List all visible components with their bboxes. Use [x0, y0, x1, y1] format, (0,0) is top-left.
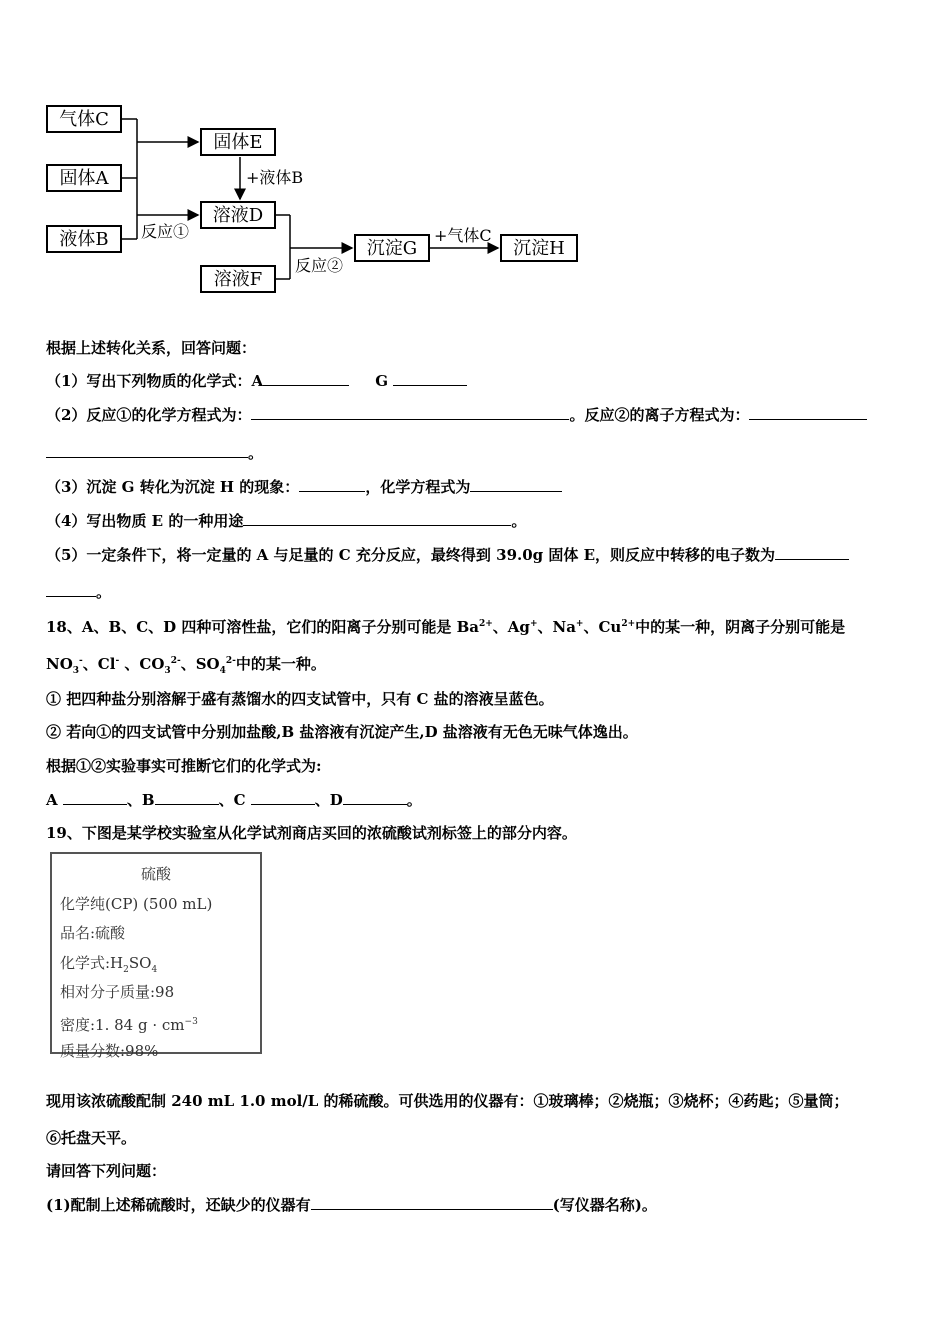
label-formula: [60, 949, 252, 979]
q17-part3-mid: ，化学方程式为: [365, 478, 471, 496]
box-solution-f: 溶液F: [200, 265, 276, 293]
label-name: 品名:硫酸: [60, 924, 126, 942]
reagent-label-image: [50, 852, 262, 1060]
cu-charge: 2+: [621, 619, 636, 629]
q17-part5-cont: [46, 581, 111, 602]
cl-charge: -: [115, 656, 120, 666]
q18-answers: [46, 789, 422, 810]
co3-charge: 2-: [170, 656, 181, 666]
label-title: 硫酸: [140, 865, 171, 883]
label-density: [60, 1008, 252, 1038]
na-charge: +: [575, 619, 584, 629]
formula-sub-h: 2: [123, 964, 129, 975]
q17-part2-mid: 。反应②的离子方程式为：: [569, 406, 750, 424]
cl-ion: 、Cl: [82, 655, 116, 673]
no3-charge: -: [79, 656, 83, 666]
so4-sub: 4: [219, 666, 226, 676]
answer-blank-equation[interactable]: [470, 477, 562, 492]
q19-ask: 请回答下列问题：: [46, 1162, 167, 1180]
answer-blank-reaction1[interactable]: [251, 405, 569, 420]
q17-part1: [46, 370, 467, 391]
answer-blank-reaction2-b[interactable]: [46, 443, 248, 458]
answer-blank-electrons-b[interactable]: [46, 582, 96, 597]
q18-sep-cu: 、Cu: [583, 618, 622, 636]
so4-charge: 2-: [225, 656, 236, 666]
q18-item2: ② 若向①的四支试管中分别加盐酸,B 盐溶液有沉淀产生,D 盐溶液有无色无味气体逸出。: [46, 723, 638, 741]
q18-text-a: 18、A、B、C、D 四种可溶性盐，它们的阳离子分别可能是 Ba: [46, 618, 479, 636]
formula-mid: SO: [128, 953, 152, 972]
box-solid-e: 固体E: [200, 128, 276, 156]
q17-part2-cont: [46, 442, 263, 463]
q18-text-b: 中的某一种，阴离子分别可能是: [635, 618, 846, 636]
ag-charge: +: [529, 619, 538, 629]
co3-ion: 、CO: [119, 655, 165, 673]
q17-part5: [46, 544, 849, 565]
box-solid-a: 固体A: [46, 164, 122, 192]
answer-blank-g[interactable]: [393, 371, 467, 386]
q18-infer: 根据①②实验事实可推断它们的化学式为:: [46, 757, 322, 775]
answer-blank-phenomenon[interactable]: [299, 477, 365, 492]
reaction-flow-diagram: [40, 95, 600, 305]
q18-line1: [46, 616, 845, 637]
q19-question1: [46, 1194, 657, 1215]
formula-sub-o: 4: [151, 964, 158, 975]
density-text: 密度:1. 84 g · cm: [60, 1015, 185, 1034]
answer-blank-use[interactable]: [243, 511, 511, 526]
q17-part2-label: （2）反应①的化学方程式为：: [46, 406, 252, 424]
q19-q1-label: (1)配制上述稀硫酸时，还缺少的仪器有: [46, 1196, 311, 1214]
answer-blank-a[interactable]: [263, 371, 349, 386]
label-mass-fraction: 质量分数:98%: [60, 1042, 159, 1060]
label-molar-mass: 相对分子质量:98: [60, 983, 175, 1001]
q18-line2-end: 中的某一种。: [235, 655, 326, 673]
no3-ion: NO: [46, 655, 73, 673]
label-grade: 化学纯(CP) (500 mL): [60, 894, 213, 913]
answer-blank-salt-a[interactable]: [63, 790, 127, 805]
box-solution-d: 溶液D: [200, 201, 276, 229]
q17-part3: [46, 476, 562, 497]
box-liquid-b: 液体B: [46, 225, 122, 253]
q17-part4-end: 。: [511, 512, 527, 530]
q18-item1: ① 把四种盐分别溶解于盛有蒸馏水的四支试管中，只有 C 盐的溶液呈蓝色。: [46, 690, 554, 708]
q18-d-label: 、D: [314, 791, 343, 809]
q17-part1-a-label: （1）写出下列物质的化学式：A: [46, 372, 264, 390]
q17-part3-label: （3）沉淀 G 转化为沉淀 H 的现象：: [46, 478, 300, 496]
ba-charge: 2+: [478, 619, 493, 629]
q19-q1-end: (写仪器名称)。: [552, 1196, 657, 1214]
q17-part1-g-label: G: [375, 372, 389, 390]
q19-task-line1: 现用该浓硫酸配制 240 mL 1.0 mol/L 的稀硫酸。可供选用的仪器有：①玻璃棒；②烧瓶；③烧杯；④药匙；⑤量筒；: [46, 1092, 849, 1110]
q17-part4-label: （4）写出物质 E 的一种用途: [46, 512, 244, 530]
so4-ion: 、SO: [180, 655, 220, 673]
q18-answers-end: 。: [406, 791, 422, 809]
q17-part4: [46, 510, 526, 531]
q18-b-label: 、B: [126, 791, 155, 809]
q18-sep-na: 、Na: [537, 618, 576, 636]
answer-blank-salt-c[interactable]: [251, 790, 315, 805]
label-plus-liquid-b: +液体B: [246, 168, 304, 187]
q17-intro: 根据上述转化关系，回答问题：: [46, 339, 257, 357]
q18-sep-ag: 、Ag: [492, 618, 530, 636]
q19-task-line2: ⑥托盘天平。: [46, 1129, 137, 1147]
q18-line2: [46, 653, 326, 676]
density-exp: −3: [184, 1016, 198, 1027]
label-reaction-2: 反应②: [295, 256, 344, 275]
formula-prefix: 化学式:H: [60, 953, 124, 972]
q17-part2-end: 。: [248, 444, 264, 462]
q19-intro: 19、下图是某学校实验室从化学试剂商店买回的浓硫酸试剂标签上的部分内容。: [46, 824, 577, 842]
co3-sub: 3: [164, 666, 171, 676]
box-gas-c: 气体C: [46, 105, 122, 133]
box-precipitate-g: 沉淀G: [354, 234, 430, 262]
q18-a-label: A: [46, 791, 58, 809]
q17-part5-label: （5）一定条件下，将一定量的 A 与足量的 C 充分反应，最终得到 39.0g 固体 E，则反应中转移的电子数为: [46, 546, 776, 564]
answer-blank-reaction2-a[interactable]: [749, 405, 867, 420]
no3-sub: 3: [72, 666, 80, 676]
label-reaction-1: 反应①: [141, 222, 190, 241]
q18-c-label: 、C: [218, 791, 246, 809]
box-precipitate-h: 沉淀H: [500, 234, 578, 262]
label-plus-gas-c: +气体C: [434, 226, 492, 245]
answer-blank-salt-b[interactable]: [155, 790, 219, 805]
q17-part5-end: 。: [96, 583, 112, 601]
q17-part2: [46, 404, 867, 425]
answer-blank-electrons-a[interactable]: [775, 545, 849, 560]
answer-blank-salt-d[interactable]: [343, 790, 407, 805]
answer-blank-instruments[interactable]: [311, 1195, 553, 1210]
